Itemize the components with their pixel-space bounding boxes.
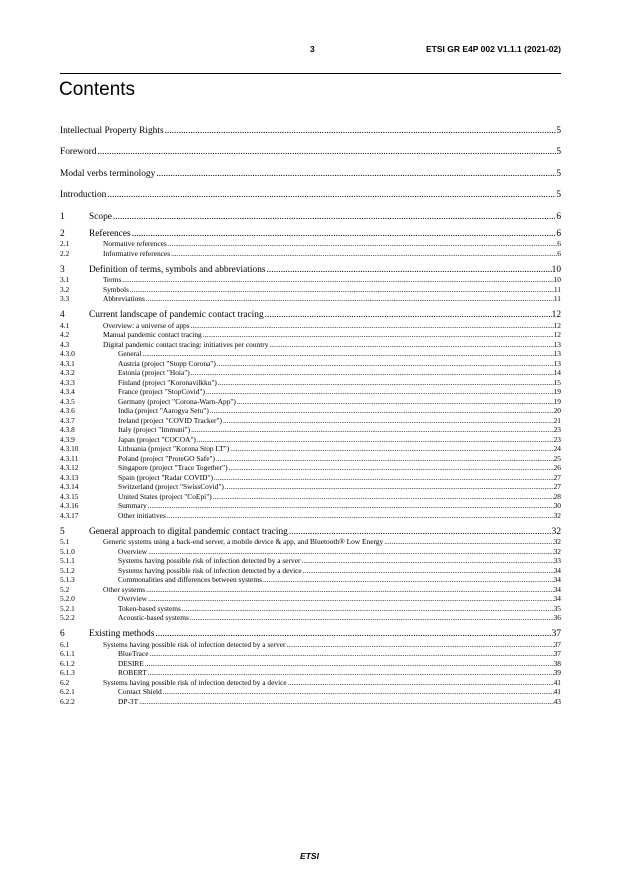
toc-entry[interactable] — [60, 263, 561, 275]
toc-dot-leader — [210, 406, 554, 415]
toc-entry-page: 34 — [553, 584, 561, 594]
toc-entry-number: 5 — [60, 526, 65, 537]
toc-dot-leader — [384, 537, 553, 546]
toc-entry-number: 3 — [60, 264, 65, 275]
toc-entry-title: Austria (project "Stopp Corona") — [118, 358, 216, 368]
toc-dot-leader — [155, 629, 551, 639]
toc-entry-number: 5.2.0 — [60, 594, 75, 603]
toc-dot-leader — [165, 126, 557, 136]
toc-entry-number: 4.3.11 — [60, 453, 79, 463]
toc-entry-number: 2.1 — [60, 239, 70, 248]
toc-entry-title: Other initiatives — [118, 510, 166, 520]
toc-entry-title: Scope — [89, 211, 112, 222]
toc-entry-page: 12 — [553, 330, 561, 339]
toc-dot-leader — [132, 229, 557, 239]
toc-entry-page: 21 — [553, 415, 561, 425]
toc-entry[interactable] — [60, 358, 561, 368]
toc-entry-page: 10 — [553, 275, 561, 284]
toc-dot-leader — [148, 594, 553, 603]
toc-entry-number: 4.3.13 — [60, 472, 79, 482]
toc-entry-page: 27 — [553, 472, 561, 482]
toc-entry-title: Switzerland (project "SwissCovid") — [118, 482, 224, 491]
toc-dot-leader — [216, 454, 554, 463]
toc-entry-title: France (project "StopCovid") — [118, 387, 205, 396]
toc-entry-page: 34 — [553, 565, 561, 575]
toc-dot-leader — [97, 147, 556, 157]
toc-entry-page: 33 — [553, 556, 561, 565]
toc-entry-number: 4.3.10 — [60, 444, 79, 453]
toc-entry-title: Intellectual Property Rights — [60, 125, 164, 136]
toc-entry-page: 19 — [553, 387, 561, 396]
toc-entry[interactable] — [60, 349, 561, 359]
toc-entry-title: Japan (project "COCOA") — [118, 434, 196, 444]
toc-entry-page: 23 — [553, 425, 561, 434]
toc-entry-page: 5 — [556, 190, 561, 200]
toc-entry-title: BlueTrace — [118, 649, 149, 658]
toc-entry[interactable] — [60, 658, 561, 668]
toc-entry[interactable] — [60, 565, 561, 575]
toc-entry-number: 6.2 — [60, 677, 70, 687]
toc-entry-number: 2.2 — [60, 248, 70, 258]
toc-entry-number: 4.3.7 — [60, 415, 75, 425]
toc-dot-leader — [171, 249, 557, 258]
toc-entry-title: Digital pandemic contact tracing: initiatives per country — [103, 339, 269, 349]
toc-entry[interactable] — [60, 687, 561, 697]
toc-entry[interactable] — [60, 425, 561, 435]
toc-entry[interactable] — [60, 368, 561, 378]
toc-entry-page: 30 — [553, 501, 561, 510]
toc-entry[interactable] — [60, 537, 561, 547]
toc-dot-leader — [122, 275, 553, 284]
toc-entry-number: 3.3 — [60, 294, 70, 303]
toc-entry-title: United States (project "CoEpi") — [118, 491, 212, 501]
toc-entry[interactable] — [60, 668, 561, 678]
toc-entry-page: 24 — [553, 444, 561, 453]
toc-entry-number: 3.1 — [60, 275, 70, 284]
toc-entry-number: 5.1 — [60, 537, 70, 546]
toc-entry-page: 12 — [553, 320, 561, 330]
toc-entry[interactable] — [60, 594, 561, 604]
toc-entry-title: Introduction — [60, 190, 107, 200]
toc-entry-title: Symbols — [103, 284, 129, 294]
toc-entry[interactable] — [60, 308, 561, 320]
toc-entry-title: DP-3T — [118, 696, 139, 706]
toc-dot-leader — [139, 697, 553, 706]
toc-entry-number: 5.2 — [60, 584, 70, 594]
toc-dot-leader — [191, 368, 554, 377]
toc-entry-page: 10 — [551, 264, 561, 275]
toc-entry-page: 41 — [553, 677, 561, 687]
toc-entry-page: 34 — [553, 575, 561, 584]
toc-entry-page: 37 — [553, 649, 561, 658]
toc-entry-page: 6 — [556, 211, 561, 222]
toc-entry[interactable] — [60, 387, 561, 397]
toc-entry-number: 6.1.2 — [60, 658, 75, 668]
toc-entry-number: 4.3.14 — [60, 482, 79, 491]
toc-entry[interactable] — [60, 677, 561, 687]
toc-dot-leader — [203, 330, 554, 339]
toc-entry[interactable] — [60, 639, 561, 649]
toc-entry-title: Italy (project "Immuni") — [118, 425, 191, 434]
toc-entry[interactable] — [60, 696, 561, 706]
toc-dot-leader — [168, 239, 557, 248]
page-number: 3 — [310, 44, 315, 54]
toc-entry-title: Current landscape of pandemic contact tracing — [89, 310, 264, 320]
toc-entry[interactable] — [60, 415, 561, 425]
toc-entry-page: 23 — [553, 434, 561, 444]
toc-entry-number: 6.2.2 — [60, 696, 75, 706]
toc-entry-page: 41 — [553, 687, 561, 696]
toc-dot-leader — [269, 340, 553, 349]
toc-entry-title: Germany (project "Corona-Warn-App") — [118, 396, 236, 406]
toc-entry[interactable] — [60, 501, 561, 511]
toc-entry-number: 5.1.3 — [60, 575, 75, 584]
page-title: Contents — [59, 79, 136, 100]
toc-entry[interactable] — [60, 396, 561, 406]
toc-entry-number: 4 — [60, 310, 65, 320]
table-of-contents — [60, 114, 561, 706]
toc-entry-number: 5.1.2 — [60, 565, 75, 575]
toc-entry-page: 32 — [553, 546, 561, 556]
toc-dot-leader — [206, 387, 554, 396]
toc-entry[interactable] — [60, 239, 561, 249]
toc-dot-leader — [107, 190, 556, 200]
toc-entry-number: 4.3.1 — [60, 358, 75, 368]
toc-dot-leader — [163, 687, 554, 696]
toc-entry-title: General approach to digital pandemic contact tracing — [89, 526, 288, 537]
toc-entry-number: 4.3.8 — [60, 425, 75, 434]
toc-dot-leader — [197, 435, 554, 444]
toc-entry-number: 4.3.17 — [60, 510, 79, 520]
toc-entry-number: 4.3.16 — [60, 501, 79, 510]
toc-entry-page: 35 — [553, 603, 561, 613]
toc-entry-page: 6 — [557, 248, 561, 258]
toc-dot-leader — [263, 575, 554, 584]
toc-entry-number: 4.1 — [60, 320, 70, 330]
toc-dot-leader — [265, 310, 552, 320]
toc-entry-page: 32 — [553, 537, 561, 546]
toc-entry[interactable] — [60, 453, 561, 463]
toc-entry[interactable] — [60, 406, 561, 416]
toc-entry-page: 11 — [553, 294, 561, 303]
toc-entry[interactable] — [60, 145, 561, 157]
toc-entry-page: 6 — [557, 239, 561, 248]
page-header — [60, 44, 561, 58]
toc-entry[interactable] — [60, 491, 561, 501]
toc-dot-leader — [217, 359, 554, 368]
document-id: ETSI GR E4P 002 V1.1.1 (2021-02) — [426, 44, 561, 54]
toc-entry-number: 4.3.12 — [60, 463, 79, 472]
toc-entry-page: 25 — [553, 453, 561, 463]
toc-dot-leader — [229, 463, 554, 472]
toc-entry-number: 6.2.1 — [60, 687, 75, 696]
toc-entry-page: 6 — [556, 228, 561, 239]
toc-entry-title: Overview: a universe of apps — [103, 320, 190, 330]
toc-entry-number: 4.3.0 — [60, 349, 75, 358]
toc-entry[interactable] — [60, 248, 561, 258]
toc-entry-page: 12 — [551, 310, 561, 320]
toc-entry[interactable] — [60, 444, 561, 454]
toc-entry-page: 39 — [553, 668, 561, 677]
toc-dot-leader — [230, 444, 553, 453]
toc-entry[interactable] — [60, 434, 561, 444]
toc-entry-page: 5 — [556, 147, 561, 157]
toc-entry-page: 5 — [556, 125, 561, 136]
toc-entry[interactable] — [60, 463, 561, 473]
toc-entry[interactable] — [60, 613, 561, 623]
toc-dot-leader — [191, 321, 554, 330]
toc-entry-title: General — [118, 349, 142, 358]
toc-dot-leader — [148, 668, 554, 677]
toc-entry[interactable] — [60, 649, 561, 659]
toc-entry-title: Commonalities and differences between systems — [118, 575, 262, 584]
toc-entry-page: 38 — [553, 658, 561, 668]
toc-entry-page: 14 — [553, 368, 561, 377]
toc-entry[interactable] — [60, 525, 561, 537]
toc-entry-title: Acoustic-based systems — [118, 613, 189, 622]
toc-entry-page: 11 — [553, 284, 561, 294]
toc-entry-page: 5 — [556, 168, 561, 179]
toc-entry-title: Abbreviations — [103, 294, 145, 303]
toc-entry-title: Existing methods — [89, 629, 155, 639]
toc-entry-number: 6.1 — [60, 639, 70, 649]
toc-dot-leader — [214, 473, 554, 482]
toc-entry[interactable] — [60, 482, 561, 492]
toc-entry-page: 13 — [553, 349, 561, 358]
toc-entry-title: Systems having possible risk of infection detected by a device — [103, 677, 287, 687]
toc-entry-title: Terms — [103, 275, 122, 284]
toc-dot-leader — [289, 527, 552, 537]
toc-entry-title: India (project "Aarogya Setu") — [118, 406, 209, 415]
toc-entry-page: 13 — [553, 358, 561, 368]
toc-dot-leader — [267, 265, 552, 275]
toc-entry-title: Estonia (project "Hoia") — [118, 368, 190, 377]
toc-entry-title: Normative references — [103, 239, 167, 248]
toc-entry-number: 4.3.2 — [60, 368, 75, 377]
toc-entry-number: 4.3.6 — [60, 406, 75, 415]
toc-entry[interactable] — [60, 210, 561, 222]
toc-entry-title: Definition of terms, symbols and abbreviations — [89, 264, 266, 275]
toc-entry-number: 4.3.3 — [60, 377, 75, 387]
toc-entry-title: Foreword — [60, 147, 97, 157]
toc-entry-page: 19 — [553, 396, 561, 406]
toc-entry[interactable] — [60, 510, 561, 520]
toc-entry-title: Poland (project "ProteGO Safe") — [118, 453, 215, 463]
toc-entry[interactable] — [60, 188, 561, 200]
toc-dot-leader — [113, 212, 556, 222]
toc-entry-title: References — [89, 228, 131, 239]
toc-entry-page: 34 — [553, 594, 561, 603]
toc-dot-leader — [288, 678, 554, 687]
toc-entry-title: Other systems — [103, 584, 146, 594]
toc-entry-page: 13 — [553, 339, 561, 349]
toc-dot-leader — [190, 613, 554, 622]
toc-entry-page: 37 — [553, 639, 561, 649]
toc-entry-title: Manual pandemic contact tracing — [103, 330, 202, 339]
toc-entry-title: Finland (project "Koronavilkku") — [118, 377, 217, 387]
toc-entry-title: Spain (project "Radar COVID") — [118, 472, 213, 482]
toc-entry-number: 1 — [60, 211, 65, 222]
toc-entry-page: 27 — [553, 482, 561, 491]
toc-dot-leader — [156, 169, 556, 179]
toc-dot-leader — [218, 378, 554, 387]
toc-dot-leader — [286, 640, 553, 649]
toc-entry-page: 36 — [553, 613, 561, 622]
toc-entry-page: 15 — [553, 377, 561, 387]
toc-entry-number: 2 — [60, 228, 65, 239]
toc-entry-title: Systems having possible risk of infection detected by a device — [118, 565, 302, 575]
toc-entry-title: Systems having possible risk of infection detected by a server — [118, 556, 301, 565]
toc-entry[interactable] — [60, 167, 561, 179]
toc-entry-number: 6.1.3 — [60, 668, 75, 677]
toc-entry-page: 43 — [553, 696, 561, 706]
toc-entry-title: Token-based systems — [118, 603, 181, 613]
toc-entry-title: Summary — [118, 501, 147, 510]
toc-entry[interactable] — [60, 556, 561, 566]
toc-entry-number: 6 — [60, 629, 65, 639]
toc-entry[interactable] — [60, 227, 561, 239]
toc-dot-leader — [146, 585, 554, 594]
toc-entry-title: Generic systems using a back-end server, a mobile device & app, and Bluetooth® Low Energy — [103, 537, 384, 546]
toc-entry[interactable] — [60, 275, 561, 285]
toc-dot-leader — [301, 556, 553, 565]
header-rule — [60, 73, 561, 74]
toc-entry-page: 37 — [551, 629, 561, 639]
toc-entry-number: 5.2.2 — [60, 613, 75, 622]
toc-entry-number: 4.3.9 — [60, 434, 75, 444]
toc-entry-number: 4.3.5 — [60, 396, 75, 406]
toc-dot-leader — [130, 285, 554, 294]
toc-dot-leader — [148, 547, 553, 556]
toc-entry-title: Lithuania (project "Korona Stop LT") — [118, 444, 230, 453]
toc-entry[interactable] — [60, 284, 561, 294]
toc-entry-title: Informative references — [103, 248, 171, 258]
toc-dot-leader — [213, 492, 554, 501]
toc-entry-title: Overview — [118, 546, 148, 556]
toc-entry-number: 4.3.4 — [60, 387, 75, 396]
toc-entry-title: Singapore (project "Trace Together") — [118, 463, 228, 472]
toc-entry[interactable] — [60, 546, 561, 556]
toc-dot-leader — [150, 649, 554, 658]
toc-entry-page: 20 — [553, 406, 561, 415]
toc-entry-number: 5.2.1 — [60, 603, 75, 613]
toc-dot-leader — [237, 397, 554, 406]
toc-entry-number: 3.2 — [60, 284, 70, 294]
toc-entry-page: 32 — [553, 510, 561, 520]
toc-entry[interactable] — [60, 472, 561, 482]
toc-entry-number: 4.3.15 — [60, 491, 79, 501]
toc-entry-number: 4.2 — [60, 330, 70, 339]
toc-dot-leader — [182, 604, 554, 613]
toc-dot-leader — [148, 501, 554, 510]
toc-entry-page: 26 — [553, 463, 561, 472]
toc-dot-leader — [145, 659, 554, 668]
toc-entry[interactable] — [60, 330, 561, 340]
toc-entry-number: 4.3 — [60, 339, 70, 349]
toc-entry-title: DESIRE — [118, 658, 144, 668]
footer-etsi: ETSI — [300, 851, 319, 861]
toc-entry-title: Contact Shield — [118, 687, 162, 696]
toc-entry-page: 32 — [551, 526, 561, 537]
toc-entry-title: Modal verbs terminology — [60, 168, 156, 179]
toc-dot-leader — [191, 425, 553, 434]
toc-dot-leader — [146, 294, 554, 303]
toc-entry[interactable] — [60, 339, 561, 349]
toc-dot-leader — [225, 482, 554, 491]
toc-entry[interactable] — [60, 603, 561, 613]
toc-entry-title: ROBERT — [118, 668, 147, 677]
toc-entry[interactable] — [60, 377, 561, 387]
toc-entry-number: 5.1.0 — [60, 546, 75, 556]
toc-dot-leader — [167, 511, 554, 520]
toc-entry-title: Systems having possible risk of infection detected by a server — [103, 639, 286, 649]
toc-entry[interactable] — [60, 627, 561, 639]
toc-entry[interactable] — [60, 320, 561, 330]
toc-entry-number: 6.1.1 — [60, 649, 75, 658]
toc-dot-leader — [142, 349, 553, 358]
toc-entry-number: 5.1.1 — [60, 556, 75, 565]
toc-dot-leader — [303, 566, 554, 575]
toc-entry-title: Overview — [118, 594, 148, 603]
toc-entry[interactable] — [60, 584, 561, 594]
toc-entry[interactable] — [60, 124, 561, 136]
toc-entry[interactable] — [60, 575, 561, 585]
toc-entry-page: 28 — [553, 491, 561, 501]
toc-dot-leader — [223, 416, 554, 425]
toc-entry[interactable] — [60, 294, 561, 304]
toc-entry-title: Ireland (project "COVID Tracker") — [118, 415, 222, 425]
